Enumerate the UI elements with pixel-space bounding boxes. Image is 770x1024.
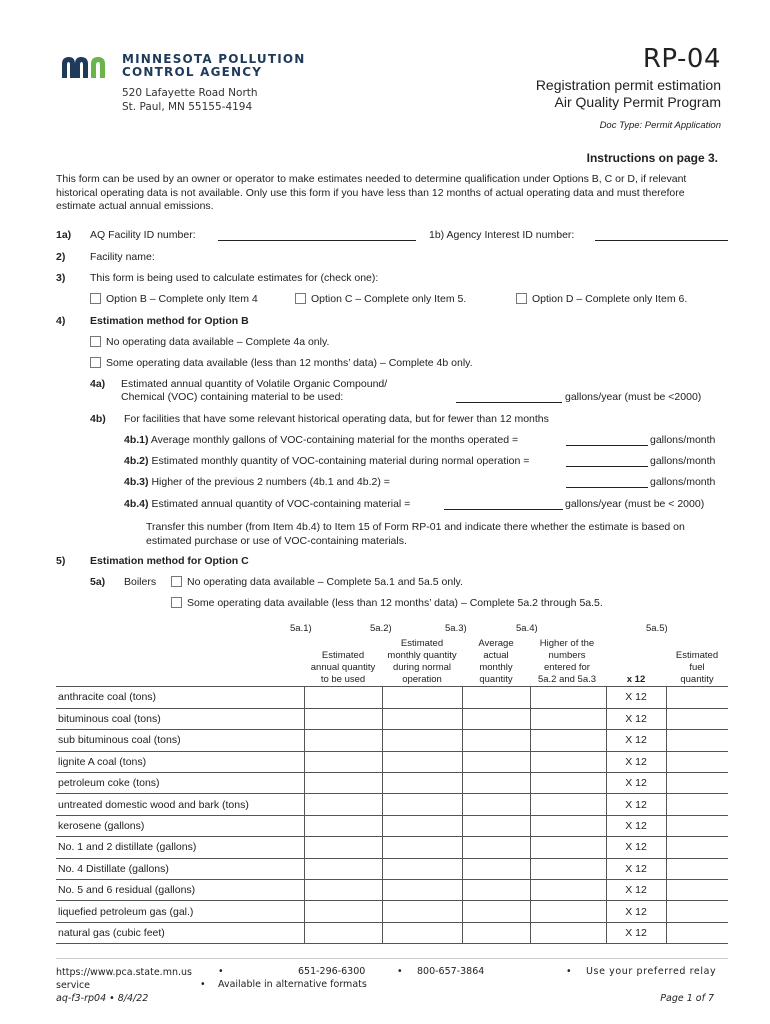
table-row (56, 773, 728, 794)
option-b-no-data-choice[interactable]: No operating data available – Complete 4a only. (90, 336, 329, 348)
entry-cell[interactable] (462, 794, 530, 815)
footer-url[interactable]: https://www.pca.state.mn.us service (56, 967, 192, 991)
item-4b4-unit: gallons/year (must be < 2000) (565, 498, 705, 510)
entry-cell[interactable] (666, 901, 728, 922)
entry-cell[interactable] (666, 922, 728, 943)
footer-bullet: • (566, 966, 572, 977)
intro-text: This form can be used by an owner or operator to make estimates needed to determine qualification under Options B, C or D, if relevant historical operating data is not available. Only use this form if you have less than 12 months of actual operating data and must therefore estimate actual annual emissions. (56, 173, 687, 212)
footer-bullet: • (397, 966, 403, 977)
fuel-type-label: No. 1 and 2 distillate (gallons) (56, 837, 304, 858)
entry-cell[interactable] (530, 858, 606, 879)
option-c-no-data-checkbox[interactable] (171, 576, 182, 587)
multiplier-cell: X 12 (606, 730, 666, 751)
table-row (56, 837, 728, 858)
item-4a-number: 4a) (90, 378, 106, 390)
form-title: Registration permit estimation Air Quality Permit Program (535, 77, 721, 110)
multiplier-cell: X 12 (606, 901, 666, 922)
entry-cell[interactable] (462, 751, 530, 772)
entry-cell[interactable] (382, 880, 462, 901)
item-4-label: Estimation method for Option B (90, 315, 249, 327)
fuel-type-label: natural gas (cubic feet) (56, 922, 304, 943)
option-c-checkbox[interactable] (295, 293, 306, 304)
entry-cell[interactable] (382, 751, 462, 772)
fuel-type-label: liquefied petroleum gas (gal.) (56, 901, 304, 922)
entry-cell[interactable] (462, 837, 530, 858)
entry-cell[interactable] (304, 922, 382, 943)
table-row (56, 730, 728, 751)
item-4a-field[interactable] (456, 391, 562, 403)
multiplier-cell: X 12 (606, 773, 666, 794)
agency-interest-id-label: 1b) Agency Interest ID number: (429, 229, 575, 241)
item-4b1-field[interactable] (566, 434, 648, 446)
entry-cell[interactable] (382, 708, 462, 729)
entry-cell[interactable] (666, 858, 728, 879)
item-5a-boilers: Boilers (124, 576, 157, 588)
entry-cell[interactable] (382, 837, 462, 858)
item-1a: 1a) (56, 229, 72, 241)
entry-cell[interactable] (666, 730, 728, 751)
item-4b3-unit: gallons/month (650, 476, 716, 488)
entry-cell[interactable] (530, 730, 606, 751)
item-4a-unit: gallons/year (must be <2000) (565, 391, 702, 403)
mpca-logo-icon (60, 54, 112, 80)
entry-cell[interactable] (462, 922, 530, 943)
footer-bullet: • (218, 966, 224, 977)
entry-cell[interactable] (530, 708, 606, 729)
table-row (56, 708, 728, 729)
table-row (56, 880, 728, 901)
entry-cell[interactable] (462, 858, 530, 879)
col-num-5a2: 5a.2) (370, 623, 392, 634)
entry-cell[interactable] (666, 837, 728, 858)
entry-cell[interactable] (304, 837, 382, 858)
item-4b4-field[interactable] (444, 498, 563, 510)
item-5-label: Estimation method for Option C (90, 555, 249, 567)
option-d-checkbox[interactable] (516, 293, 527, 304)
fuel-type-label: bituminous coal (tons) (56, 708, 304, 729)
entry-cell[interactable] (382, 901, 462, 922)
fuel-type-label: anthracite coal (tons) (56, 687, 304, 708)
option-b-no-data-checkbox[interactable] (90, 336, 101, 347)
entry-cell[interactable] (530, 901, 606, 922)
col-num-5a5: 5a.5) (646, 623, 668, 634)
col-head-fuel-quantity: Estimated fuel quantity (675, 650, 719, 685)
option-c-some-data-checkbox[interactable] (171, 597, 182, 608)
entry-cell[interactable] (304, 708, 382, 729)
option-c-choice[interactable]: Option C – Complete only Item 5. (295, 293, 466, 305)
entry-cell[interactable] (530, 794, 606, 815)
item-3-label: This form is being used to calculate estimates for (check one): (90, 272, 379, 284)
doc-type: Doc Type: Permit Application (599, 120, 721, 131)
entry-cell[interactable] (666, 773, 728, 794)
table-row (56, 922, 728, 943)
entry-cell[interactable] (382, 773, 462, 794)
multiplier-cell: X 12 (606, 837, 666, 858)
option-b-choice[interactable]: Option B – Complete only Item 4 (90, 293, 258, 305)
col-head-monthly-quantity: Estimated monthly quantity during normal operation (387, 638, 457, 685)
entry-cell[interactable] (666, 708, 728, 729)
item-4b2-unit: gallons/month (650, 455, 716, 467)
multiplier-cell: X 12 (606, 751, 666, 772)
entry-cell[interactable] (462, 901, 530, 922)
entry-cell[interactable] (666, 880, 728, 901)
entry-cell[interactable] (530, 880, 606, 901)
table-row (56, 901, 728, 922)
table-row (56, 858, 728, 879)
entry-cell[interactable] (666, 687, 728, 708)
transfer-note: Transfer this number (from Item 4b.4) to Item 15 of Form RP-01 and indicate there whether the estimate is based on estimated purchase or use of VOC-containing materials. (146, 521, 685, 547)
multiplier-cell: X 12 (606, 858, 666, 879)
item-4b3-field[interactable] (566, 476, 648, 488)
option-d-choice[interactable]: Option D – Complete only Item 6. (516, 293, 687, 305)
agency-address: 520 Lafayette Road North St. Paul, MN 55155-4194 (122, 87, 258, 113)
entry-cell[interactable] (666, 751, 728, 772)
form-id: RP-04 (642, 44, 721, 74)
entry-cell[interactable] (462, 687, 530, 708)
col-num-5a3: 5a.3) (445, 623, 467, 634)
facility-name-label: Facility name: (90, 251, 155, 263)
multiplier-cell: X 12 (606, 794, 666, 815)
entry-cell[interactable] (304, 751, 382, 772)
item-4b2: 4b.2) Estimated monthly quantity of VOC-containing material during normal operation = (124, 455, 530, 467)
entry-cell[interactable] (462, 708, 530, 729)
agency-interest-id-field[interactable] (595, 229, 728, 241)
item-4b3: 4b.3) Higher of the previous 2 numbers (4b.1 and 4b.2) = (124, 476, 390, 488)
item-4b2-field[interactable] (566, 455, 648, 467)
footer-doc-code: aq-f3-rp04 • 8/4/22 (56, 993, 149, 1004)
entry-cell[interactable] (666, 794, 728, 815)
entry-cell[interactable] (382, 794, 462, 815)
col-head-annual-quantity: Estimated annual quantity to be used (310, 650, 376, 685)
multiplier-cell: X 12 (606, 687, 666, 708)
entry-cell[interactable] (462, 815, 530, 836)
entry-cell[interactable] (462, 880, 530, 901)
fuel-type-label: sub bituminous coal (tons) (56, 730, 304, 751)
facility-id-field[interactable] (218, 229, 416, 241)
footer-phone-2: 800-657-3864 (417, 966, 485, 977)
entry-cell[interactable] (382, 687, 462, 708)
entry-cell[interactable] (530, 815, 606, 836)
multiplier-cell: X 12 (606, 708, 666, 729)
entry-cell[interactable] (382, 858, 462, 879)
footer-rule (56, 958, 728, 959)
entry-cell[interactable] (530, 687, 606, 708)
option-b-some-data-checkbox[interactable] (90, 357, 101, 368)
footer-phone-1: 651-296-6300 (298, 966, 366, 977)
entry-cell[interactable] (666, 815, 728, 836)
item-4a-label: Estimated annual quantity of Volatile Organic Compound/ Chemical (VOC) containing material to be used: (121, 378, 388, 403)
fuel-type-label: lignite A coal (tons) (56, 751, 304, 772)
fuel-type-label: petroleum coke (tons) (56, 773, 304, 794)
item-4b-label: For facilities that have some relevant historical operating data, but for fewer than 12 months (124, 413, 549, 425)
agency-name: MINNESOTA POLLUTION CONTROL AGENCY (122, 52, 306, 79)
multiplier-cell: X 12 (606, 815, 666, 836)
entry-cell[interactable] (304, 901, 382, 922)
col-head-higher-of: Higher of the numbers entered for 5a.2 and 5a.3 (537, 638, 597, 685)
entry-cell[interactable] (304, 773, 382, 794)
option-b-some-data-choice[interactable]: Some operating data available (less than 12 months’ data) – Complete 4b only. (90, 357, 473, 369)
entry-cell[interactable] (304, 815, 382, 836)
footer-page-number: Page 1 of 7 (660, 993, 714, 1004)
entry-cell[interactable] (304, 730, 382, 751)
col-head-average-actual: Average actual monthly quantity (478, 638, 514, 685)
fuel-table (56, 687, 728, 944)
item-4b1: 4b.1) Average monthly gallons of VOC-containing material for the months operated = (124, 434, 519, 446)
entry-cell[interactable] (304, 858, 382, 879)
facility-id-label: AQ Facility ID number: (90, 229, 196, 241)
option-c-no-data-choice[interactable]: No operating data available – Complete 5a.1 and 5a.5 only. (171, 576, 463, 588)
item-5-number: 5) (56, 555, 66, 567)
footer-alt-formats: Available in alternative formats (218, 979, 367, 990)
col-num-5a1: 5a.1) (290, 623, 312, 634)
multiplier-cell: X 12 (606, 922, 666, 943)
table-row (56, 815, 728, 836)
col-num-5a4: 5a.4) (516, 623, 538, 634)
entry-cell[interactable] (530, 751, 606, 772)
entry-cell[interactable] (462, 773, 530, 794)
multiplier-cell: X 12 (606, 880, 666, 901)
item-4b4: 4b.4) Estimated annual quantity of VOC-containing material = (124, 498, 411, 510)
entry-cell[interactable] (304, 880, 382, 901)
entry-cell[interactable] (530, 773, 606, 794)
fuel-type-label: untreated domestic wood and bark (tons) (56, 794, 304, 815)
table-row (56, 751, 728, 772)
item-4b1-unit: gallons/month (650, 434, 716, 446)
instructions-note: Instructions on page 3. (586, 151, 718, 165)
entry-cell[interactable] (382, 922, 462, 943)
fuel-type-label: No. 5 and 6 residual (gallons) (56, 880, 304, 901)
entry-cell[interactable] (382, 730, 462, 751)
col-head-x12: x 12 (626, 674, 646, 685)
footer-bullet: • (200, 979, 206, 990)
entry-cell[interactable] (304, 794, 382, 815)
item-4b-number: 4b) (90, 413, 106, 425)
item-4-number: 4) (56, 315, 66, 327)
entry-cell[interactable] (304, 687, 382, 708)
table-row (56, 687, 728, 708)
option-c-some-data-choice[interactable]: Some operating data available (less than 12 months’ data) – Complete 5a.2 through 5a.5. (171, 597, 603, 609)
table-row (56, 794, 728, 815)
entry-cell[interactable] (382, 815, 462, 836)
entry-cell[interactable] (462, 730, 530, 751)
item-2-number: 2) (56, 251, 66, 263)
item-3-number: 3) (56, 272, 66, 284)
fuel-type-label: kerosene (gallons) (56, 815, 304, 836)
entry-cell[interactable] (530, 922, 606, 943)
entry-cell[interactable] (530, 837, 606, 858)
option-b-checkbox[interactable] (90, 293, 101, 304)
footer-relay: Use your preferred relay (586, 966, 717, 977)
fuel-type-label: No. 4 Distillate (gallons) (56, 858, 304, 879)
item-5a-number: 5a) (90, 576, 106, 588)
